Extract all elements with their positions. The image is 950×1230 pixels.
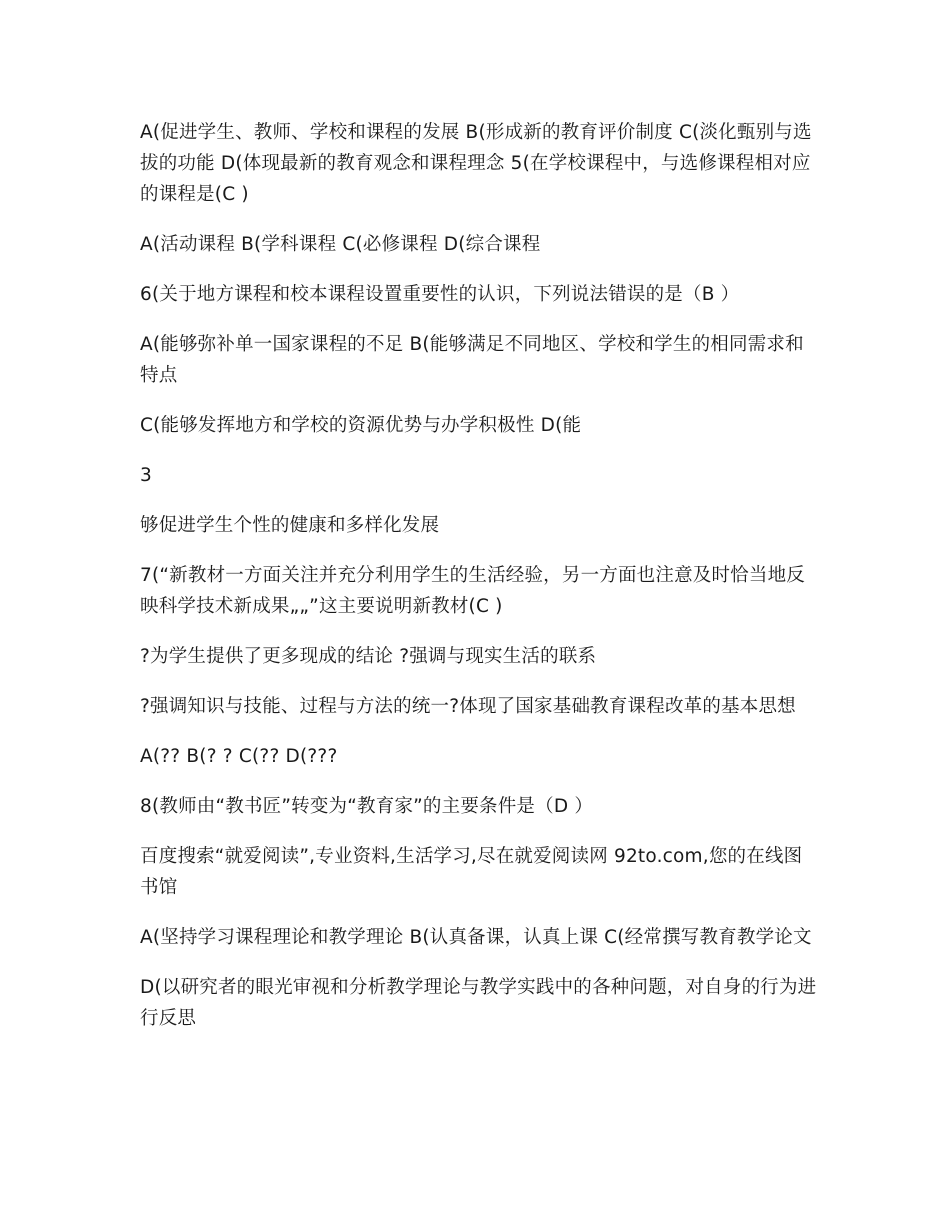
paragraph-q8-option-d: D(以研究者的眼光审视和分析教学理论与教学实践中的各种问题，对自身的行为进行反思 [140, 977, 817, 1029]
paragraph-q6-stem: 6(关于地方课程和校本课程设置重要性的认识，下列说法错误的是（B ） [140, 284, 740, 305]
paragraph-q7-stem: 7(“新教材一方面关注并充分利用学生的生活经验，另一方面也注意及时恰当地反映科学技术新成果„„”这主要说明新教材(C ) [140, 565, 805, 617]
paragraph-q7-items-2: ?强调知识与技能、过程与方法的统一?体现了国家基础教育课程改革的基本思想 [140, 696, 796, 717]
paragraph-q8-options-abc: A(坚持学习课程理论和教学理论 B(认真备课，认真上课 C(经常撰写教育教学论文 [140, 927, 812, 948]
paragraph-q6-options-cd: C(能够发挥地方和学校的资源优势与办学积极性 D(能 [140, 415, 582, 436]
paragraph-q8-stem: 8(教师由“教书匠”转变为“教育家”的主要条件是（D ） [140, 796, 594, 817]
document-page [140, 117, 820, 1053]
watermark-ad-line: 百度搜索“就爱阅读”,专业资料,生活学习,尽在就爱阅读网 92to.com,您的在线图书馆 [140, 846, 803, 898]
paragraph-q5-options: A(活动课程 B(学科课程 C(必修课程 D(综合课程 [140, 234, 541, 255]
page-number: 3 [140, 465, 152, 486]
paragraph-q4-options: A(促进学生、教师、学校和课程的发展 B(形成新的教育评价制度 C(淡化甄别与选拔的功能 D(体现最新的教育观念和课程理念 5(在学校课程中，与选修课程相对应的课程是(C ) [140, 122, 812, 205]
paragraph-q6-options-ab: A(能够弥补单一国家课程的不足 B(能够满足不同地区、学校和学生的相同需求和特点 [140, 334, 804, 386]
paragraph-q7-items-1: ?为学生提供了更多现成的结论 ?强调与现实生活的联系 [140, 646, 597, 667]
paragraph-q7-options: A(?? B(? ? C(?? D(??? [140, 746, 338, 767]
paragraph-q6-option-d-cont: 够促进学生个性的健康和多样化发展 [140, 515, 440, 536]
